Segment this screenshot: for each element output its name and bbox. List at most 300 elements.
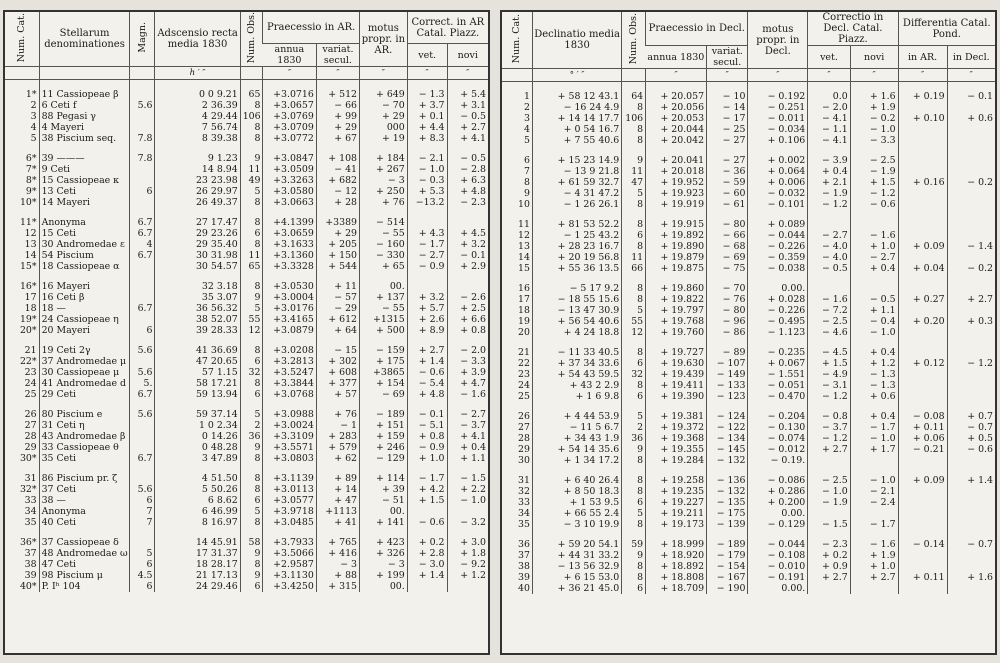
table-cell: − 0.034	[748, 124, 808, 135]
table-cell: − 0.044	[748, 230, 808, 241]
table-cell: 14 45.91	[155, 537, 240, 548]
table-cell: − 159	[360, 345, 408, 356]
table-cell: − 2.7	[808, 230, 850, 241]
table-cell: + 1.0	[850, 561, 898, 572]
table-row	[5, 367, 488, 378]
table-cell: +3.7933	[263, 537, 316, 548]
table-cell: + 5.4	[447, 89, 488, 100]
table-cell: +3.0530	[263, 281, 316, 292]
table-cell: + 36 21 45.0	[532, 583, 621, 594]
table-cell	[947, 219, 995, 230]
table-cell: + 18.709	[646, 583, 707, 594]
table-cell	[898, 519, 947, 530]
table-cell: 35	[518, 519, 530, 530]
table-cell: + 19.355	[646, 444, 707, 455]
unit-cell: ° ′ ″	[532, 69, 621, 82]
table-cell: + 0.106	[748, 135, 808, 146]
unit-cell	[39, 67, 130, 80]
table-cell: + 0.7	[947, 411, 995, 422]
table-cell: + 1.5	[407, 495, 447, 506]
unit-cell: ″	[263, 67, 316, 80]
table-cell: 21 17.13	[155, 570, 240, 581]
table-cell	[130, 89, 155, 100]
table-cell: 6	[130, 581, 155, 592]
table-cell: − 4.1	[808, 113, 850, 124]
table-cell: + 0.09	[898, 475, 947, 486]
table-cell	[947, 583, 995, 594]
table-cell: + 4.8	[447, 186, 488, 197]
table-cell: − 136	[707, 475, 748, 486]
spacer-cell	[898, 338, 947, 347]
table-cell: + 283	[316, 431, 359, 442]
table-cell: +1113	[316, 506, 359, 517]
table-cell: − 16 24 4.9	[532, 102, 621, 113]
table-cell: + 0.089	[748, 219, 808, 230]
table-cell: − 0.226	[748, 241, 808, 252]
table-cell: − 2.0	[808, 102, 850, 113]
table-cell: 38	[24, 559, 37, 571]
spacer-cell	[646, 274, 707, 283]
group-spacer	[502, 210, 995, 219]
table-cell: 39 28.33	[155, 325, 240, 336]
spacer-cell	[646, 402, 707, 411]
spacer-cell	[39, 400, 130, 409]
table-cell	[407, 581, 447, 592]
table-cell: − 57	[316, 292, 359, 303]
table-cell: + 2.7	[808, 444, 850, 455]
table-cell: − 80	[707, 305, 748, 316]
table-cell: + 3.9	[447, 367, 488, 378]
col-annua: annua 1830	[646, 46, 707, 69]
table-cell: +3.0879	[263, 325, 316, 336]
table-cell: 8	[622, 283, 646, 294]
table-cell: + 1.5	[808, 358, 850, 369]
table-cell: 37 Cassiopeae δ	[39, 537, 130, 548]
table-cell: 30 Andromedae ε	[39, 239, 130, 250]
table-cell: 9*	[25, 186, 37, 198]
table-cell: 9	[524, 188, 530, 199]
spacer-cell	[532, 274, 621, 283]
table-row	[502, 124, 995, 135]
table-cell: 37 Andromedae μ	[39, 356, 130, 367]
table-cell: 36*	[19, 537, 37, 549]
spacer-cell	[5, 272, 39, 281]
table-cell: + 0.028	[748, 294, 808, 305]
table-cell	[947, 369, 995, 380]
spacer-cell	[316, 144, 359, 153]
spacer-cell	[622, 466, 646, 475]
table-cell: 64	[622, 91, 646, 102]
table-cell: + 416	[316, 548, 359, 559]
table-cell: 28	[518, 433, 530, 444]
table-cell: + 19.211	[646, 508, 707, 519]
spacer-cell	[532, 210, 621, 219]
table-cell: 16 Mayeri	[39, 281, 130, 292]
table-cell: + 0.11	[898, 422, 947, 433]
table-cell	[947, 561, 995, 572]
table-cell: − 1.3	[407, 89, 447, 100]
table-cell: 30*	[19, 453, 37, 465]
table-cell: +3.0772	[263, 133, 316, 144]
table-cell	[808, 583, 850, 594]
table-cell: − 160	[360, 239, 408, 250]
table-cell: + 0.5	[947, 433, 995, 444]
spacer-cell	[316, 400, 359, 409]
spacer-cell	[502, 530, 532, 539]
table-cell: − 13 47 30.9	[532, 305, 621, 316]
table-cell: − 69	[707, 252, 748, 263]
table-row	[502, 188, 995, 199]
table-row	[502, 113, 995, 124]
table-cell: 2 36.39	[155, 100, 240, 111]
table-cell: + 20.042	[646, 135, 707, 146]
table-cell: 20*	[19, 325, 37, 337]
table-cell: 88 Pegasi γ	[39, 111, 130, 122]
table-cell: 14 Mayeri	[39, 197, 130, 208]
table-cell: + 326	[360, 548, 408, 559]
table-cell: +3.3263	[263, 175, 316, 186]
spacer-cell	[130, 208, 155, 217]
table-cell: − 12	[316, 186, 359, 197]
spacer-cell	[850, 82, 898, 92]
group-spacer	[5, 80, 488, 90]
table-cell: 27	[518, 422, 530, 433]
spacer-cell	[447, 208, 488, 217]
table-cell: − 55	[360, 228, 408, 239]
table-cell: − 0.5	[850, 294, 898, 305]
table-cell: 16*	[19, 281, 37, 293]
col-motus: motus propr. in Decl.	[748, 12, 808, 69]
table-cell: − 2.5	[808, 475, 850, 486]
table-cell: + 4.3	[407, 228, 447, 239]
table-cell: − 0.086	[748, 475, 808, 486]
table-cell: − 0.08	[898, 411, 947, 422]
spacer-cell	[5, 144, 39, 153]
table-cell: − 80	[707, 219, 748, 230]
table-cell: + 2.8	[407, 548, 447, 559]
table-cell	[898, 166, 947, 177]
table-cell: + 3.2	[407, 292, 447, 303]
table-cell: 59 37.14	[155, 409, 240, 420]
table-cell: +3.2813	[263, 356, 316, 367]
table-cell: 36	[240, 431, 263, 442]
table-cell: − 2.4	[850, 497, 898, 508]
table-cell: − 1 26 26.1	[532, 199, 621, 210]
table-cell: + 59 20 54.1	[532, 539, 621, 550]
table-cell: 5	[130, 548, 155, 559]
spacer-cell	[622, 530, 646, 539]
table-cell: − 5.1	[407, 420, 447, 431]
table-cell	[130, 281, 155, 292]
col-num-cat: Num. Cat.	[5, 12, 39, 67]
table-cell: + 44 31 33.2	[532, 550, 621, 561]
spacer-cell	[646, 82, 707, 92]
spacer-cell	[263, 464, 316, 473]
table-cell: + 0.4	[850, 411, 898, 422]
table-cell: + 19.923	[646, 188, 707, 199]
table-cell: + 151	[360, 420, 408, 431]
table-cell: 6	[130, 325, 155, 336]
table-cell: +1315	[360, 314, 408, 325]
table-cell: − 3	[360, 175, 408, 186]
spacer-cell	[646, 210, 707, 219]
table-cell: + 3.7	[407, 100, 447, 111]
table-row	[5, 303, 488, 314]
table-cell: + 423	[360, 537, 408, 548]
spacer-cell	[898, 210, 947, 219]
spacer-cell	[447, 144, 488, 153]
table-cell: + 18.999	[646, 539, 707, 550]
unit-cell: ″	[407, 67, 447, 80]
table-cell: − 2.1	[850, 486, 898, 497]
table-cell: − 0.470	[748, 391, 808, 402]
spacer-cell	[808, 274, 850, 283]
table-cell: − 0.129	[748, 519, 808, 530]
table-cell: +3.0004	[263, 292, 316, 303]
table-cell	[130, 175, 155, 186]
table-cell: 25	[24, 389, 37, 401]
spacer-cell	[748, 466, 808, 475]
table-cell	[947, 124, 995, 135]
spacer-cell	[532, 530, 621, 539]
spacer-cell	[240, 400, 263, 409]
spacer-cell	[622, 146, 646, 155]
table-cell	[130, 314, 155, 325]
table-cell: − 1.4	[947, 241, 995, 252]
table-cell: 40 Ceti	[39, 517, 130, 528]
col-magn: Magn.	[130, 12, 155, 67]
table-cell: − 189	[360, 409, 408, 420]
table-cell: + 0.6	[850, 391, 898, 402]
table-cell	[898, 508, 947, 519]
table-cell: + 0.8	[447, 325, 488, 336]
table-cell: 00.	[360, 581, 408, 592]
table-cell: + 11	[316, 281, 359, 292]
table-cell: − 2.3	[808, 539, 850, 550]
table-row	[502, 486, 995, 497]
table-cell: + 1.2	[850, 358, 898, 369]
unit-cell: ″	[316, 67, 359, 80]
table-cell: 2	[622, 422, 646, 433]
table-cell: 31	[24, 473, 37, 485]
table-cell: − 1.6	[850, 539, 898, 550]
table-cell: + 1.2	[447, 570, 488, 581]
table-cell: 5.6	[130, 367, 155, 378]
spacer-cell	[808, 530, 850, 539]
table-cell: + 0.3	[947, 316, 995, 327]
group-spacer	[5, 464, 488, 473]
table-cell: + 175	[360, 356, 408, 367]
spacer-cell	[646, 530, 707, 539]
spacer-cell	[240, 336, 263, 345]
table-cell: + 19.727	[646, 347, 707, 358]
table-cell: 8	[622, 561, 646, 572]
table-cell: + 19.890	[646, 241, 707, 252]
table-cell: 15 Cassiopeae κ	[39, 175, 130, 186]
table-row	[502, 155, 995, 166]
table-cell: + 0.27	[898, 294, 947, 305]
table-cell: + 205	[316, 239, 359, 250]
table-cell: 4 29.44	[155, 111, 240, 122]
table-cell: +3.0509	[263, 164, 316, 175]
table-cell: 29 Ceti	[39, 389, 130, 400]
table-cell: + 1.4	[947, 475, 995, 486]
table-cell: 49	[240, 175, 263, 186]
spacer-cell	[263, 208, 316, 217]
spacer-cell	[407, 464, 447, 473]
table-cell: + 0.9	[808, 561, 850, 572]
spacer-cell	[240, 464, 263, 473]
table-row	[5, 431, 488, 442]
spacer-cell	[502, 338, 532, 347]
spacer-cell	[502, 402, 532, 411]
table-row	[502, 422, 995, 433]
spacer-cell	[622, 210, 646, 219]
table-cell: − 1.2	[808, 433, 850, 444]
table-cell: + 19.919	[646, 199, 707, 210]
table-cell: 65	[240, 89, 263, 100]
table-cell: − 4.1	[808, 135, 850, 146]
table-cell: +3.0176	[263, 303, 316, 314]
table-cell: + 8 50 18.3	[532, 486, 621, 497]
table-cell: 9	[240, 292, 263, 303]
table-cell: + 8.3	[407, 133, 447, 144]
table-cell: − 4.5	[808, 347, 850, 358]
table-cell	[898, 486, 947, 497]
table-cell	[947, 230, 995, 241]
table-cell	[947, 455, 995, 466]
table-cell: + 0.04	[898, 263, 947, 274]
table-cell: +3.0657	[263, 100, 316, 111]
col-vet: vet.	[808, 46, 850, 69]
spacer-cell	[947, 402, 995, 411]
table-row	[5, 581, 488, 592]
table-cell	[850, 583, 898, 594]
spacer-cell	[808, 82, 850, 92]
table-cell: + 19.235	[646, 486, 707, 497]
table-cell: 8	[240, 517, 263, 528]
table-cell	[947, 135, 995, 146]
table-cell: 3	[524, 113, 530, 124]
table-cell: 5	[240, 303, 263, 314]
table-cell: + 18.920	[646, 550, 707, 561]
spacer-cell	[947, 274, 995, 283]
table-row	[502, 347, 995, 358]
table-cell: 23 23.98	[155, 175, 240, 186]
table-cell	[898, 219, 947, 230]
table-cell: 8	[524, 177, 530, 188]
table-cell: + 0.006	[748, 177, 808, 188]
table-cell: 7*	[25, 164, 37, 176]
table-cell	[947, 497, 995, 508]
table-cell: + 649	[360, 89, 408, 100]
spacer-cell	[532, 146, 621, 155]
table-cell	[947, 283, 995, 294]
table-cell: 00.	[360, 506, 408, 517]
table-row	[502, 219, 995, 230]
table-cell: 24	[518, 380, 530, 391]
table-cell: − 124	[707, 411, 748, 422]
table-cell: 24 29.46	[155, 581, 240, 592]
table-cell: 6	[240, 581, 263, 592]
table-cell: +3.0659	[263, 228, 316, 239]
spacer-cell	[748, 274, 808, 283]
table-cell: + 76	[360, 197, 408, 208]
table-cell: + 29	[316, 228, 359, 239]
table-row	[502, 561, 995, 572]
table-cell: 5	[524, 135, 530, 146]
table-cell: + 99	[316, 111, 359, 122]
table-cell: − 1.7	[850, 422, 898, 433]
spacer-cell	[5, 80, 39, 90]
table-cell: + 54 14 35.6	[532, 444, 621, 455]
table-cell: 22	[518, 358, 530, 369]
table-row	[502, 358, 995, 369]
table-cell: − 1	[316, 420, 359, 431]
table-cell: − 1.6	[808, 294, 850, 305]
table-row	[502, 455, 995, 466]
table-cell: 27 17.47	[155, 217, 240, 228]
table-cell: 37	[518, 550, 530, 561]
spacer-cell	[748, 402, 808, 411]
table-cell	[898, 583, 947, 594]
spacer-cell	[808, 402, 850, 411]
table-cell: 10	[518, 199, 530, 210]
col-vet: vet.	[407, 44, 447, 67]
spacer-cell	[646, 146, 707, 155]
table-cell: 18	[518, 305, 530, 316]
table-cell: +3.1130	[263, 570, 316, 581]
table-cell: − 15	[316, 345, 359, 356]
table-cell: +3.3328	[263, 261, 316, 272]
table-cell: 6.7	[130, 217, 155, 228]
table-cell: 32	[240, 367, 263, 378]
table-row	[5, 389, 488, 400]
table-cell: 6.7	[130, 389, 155, 400]
table-cell: 23	[24, 367, 37, 379]
table-cell: − 0.074	[748, 433, 808, 444]
table-cell: + 19.173	[646, 519, 707, 530]
table-cell: + 2.7	[447, 122, 488, 133]
table-cell: + 4.4	[407, 122, 447, 133]
spacer-cell	[808, 466, 850, 475]
table-row	[502, 283, 995, 294]
table-cell: 19 Ceti 2γ	[39, 345, 130, 356]
table-cell: + 89	[316, 473, 359, 484]
table-cell: − 0.044	[748, 539, 808, 550]
table-cell: 20	[518, 327, 530, 338]
table-cell: − 5 17 9.2	[532, 283, 621, 294]
table-row	[5, 292, 488, 303]
table-cell: − 0.038	[748, 263, 808, 274]
table-cell: +3.0113	[263, 484, 316, 495]
col-differentia: Differentia Catal. Pond.	[898, 12, 995, 46]
col-annua: annua 1830	[263, 44, 316, 67]
table-cell: − 11 5 6.7	[532, 422, 621, 433]
table-cell: + 579	[316, 442, 359, 453]
spacer-cell	[263, 272, 316, 281]
table-row	[5, 133, 488, 144]
table-cell: + 4.7	[447, 378, 488, 389]
unit-cell: ″	[898, 69, 947, 82]
table-cell: − 66	[707, 230, 748, 241]
table-cell: + 500	[360, 325, 408, 336]
table-cell: 27	[24, 420, 37, 432]
table-cell	[447, 581, 488, 592]
table-cell	[130, 473, 155, 484]
spacer-cell	[316, 80, 359, 90]
spacer-cell	[646, 466, 707, 475]
